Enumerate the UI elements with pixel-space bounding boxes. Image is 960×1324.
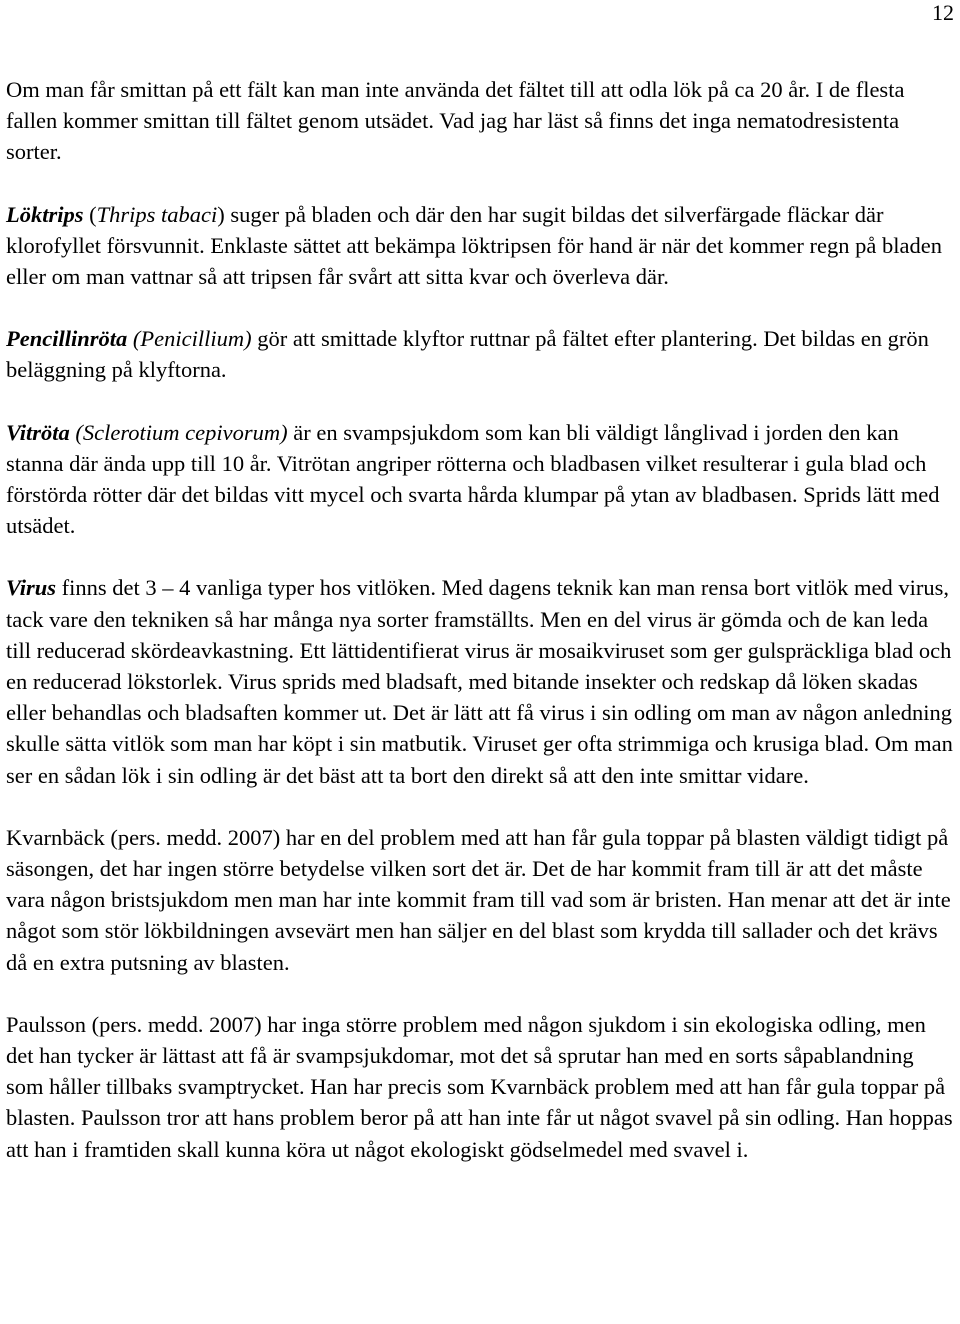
latin-name-penicillium: (Penicillium) — [132, 326, 252, 352]
latin-name-text: Penicillium — [140, 326, 245, 352]
paragraph-text: är en svampsjukdom som kan bli väldigt långlivad i jorden den kan stanna där ända upp till 10 år. Vitrötan angriper rötterna och bladbasen vilket resulterar i gula blad och förstörda rötter där det bildas vitt mycel och svarta hårda klumpar på ytan av bladbasen. Sprids lätt med utsädet. — [6, 419, 940, 539]
paragraph-kvarnback — [6, 822, 956, 978]
term-vitrota: Vitröta — [6, 419, 70, 445]
paragraph-nematode-infection — [6, 74, 956, 168]
paragraph-thrips: Löktrips (Thrips tabaci) suger på bladen och där den har sugit bildas det silverfärgade fläckar där klorofyllet försvunnit. Enklaste sättet att bekämpa löktripsen för hand är när det kommer regn på bladen eller om man vattnar så att tripsen får svårt att sitta kvar och överleva där. — [6, 201, 942, 290]
latin-name-sclerotium: (Sclerotium cepivorum) — [75, 419, 288, 445]
page-number: 12 — [932, 0, 954, 25]
paragraph-text: Paulsson (pers. medd. 2007) har inga större problem med någon sjukdom i sin ekologiska odling, men det han tycker är lättast att få är svampsjukdomar, mot det så sprutar han med en sorts såpablandning som håller tillbaks svamptrycket. Han har precis som Kvarnbäck problem med att han får gula toppar på blasten. Paulsson tror att hans problem beror på att han inte får ut något svavel på sin odling. Han hoppas att han i framtiden skall kunna köra ut något ekologiskt gödselmedel med svavel i. — [6, 1011, 953, 1162]
term-virus: Virus — [6, 575, 57, 601]
paragraph-text: suger på bladen och där den har sugit bildas det silverfärgade fläckar där klorofyllet försvunnit. Enklaste sättet att bekämpa löktripsen för hand är när det kommer regn på bladen eller om man vattnar så att tripsen får svårt att sitta kvar och överleva där. — [6, 201, 942, 290]
latin-name-thrips: Thrips tabaci — [96, 201, 218, 227]
paragraph-penicillium — [6, 323, 956, 385]
paragraph-text: Kvarnbäck (pers. medd. 2007) har en del problem med att han får gula toppar på blasten väldigt tidigt på säsongen, det har ingen större betydelse vilken sort det är. Det de har kommit fram till är att det måste vara någon bristsjukdom men man har inte kommit fram till vad som är bristen. Han menar att det är inte något som stör lökbildningen avsevärt men han säljer en del blast som krydda till sallader och det krävs då en extra putsning av blasten. — [6, 824, 951, 975]
paragraph-text: finns det 3 – 4 vanliga typer hos vitlöken. Med dagens teknik kan man rensa bort vitlök med virus, tack vare den tekniken så har många nya sorter framställts. Men en del virus är gömda och de kan leda till reducerad skördeavkastning. Ett lättidentifierat virus är mosaikviruset som ger gulspräckliga blad och en reducerad lökstorlek. Virus sprids med bladsaft, med bitande insekter och redskap då löken skadas eller behandlas och bladsaften kommer ut. Det är lätt att få virus i sin odling om man av någon anledning skulle sätta vitlök som man har köpt i sin matbutik. Viruset ger ofta strimmiga och krusiga blad. Om man ser en sådan lök i sin odling är det bäst att ta bort den direkt så att den inte smittar vidare. — [6, 575, 953, 788]
paragraph-text: gör att smittade klyftor ruttnar på fältet efter plantering. Det bildas en grön beläggning på klyftorna. — [6, 326, 929, 383]
paragraph-paulsson — [6, 1009, 956, 1165]
paragraph-virus — [6, 572, 956, 790]
term-loktrips: Löktrips — [6, 201, 84, 227]
paragraph-white-rot — [6, 417, 956, 542]
document-body — [6, 74, 956, 1165]
paragraph-text: Om man får smittan på ett fält kan man inte använda det fältet till att odla lök på ca 20 år. I de flesta fallen kommer smittan till fältet genom utsädet. Vad jag har läst så finns det inga nematodresistenta sorter. — [6, 77, 905, 165]
latin-name-text: Sclerotium cepivorum — [82, 419, 281, 445]
term-pencillinrota: Pencillinröta — [6, 326, 128, 352]
